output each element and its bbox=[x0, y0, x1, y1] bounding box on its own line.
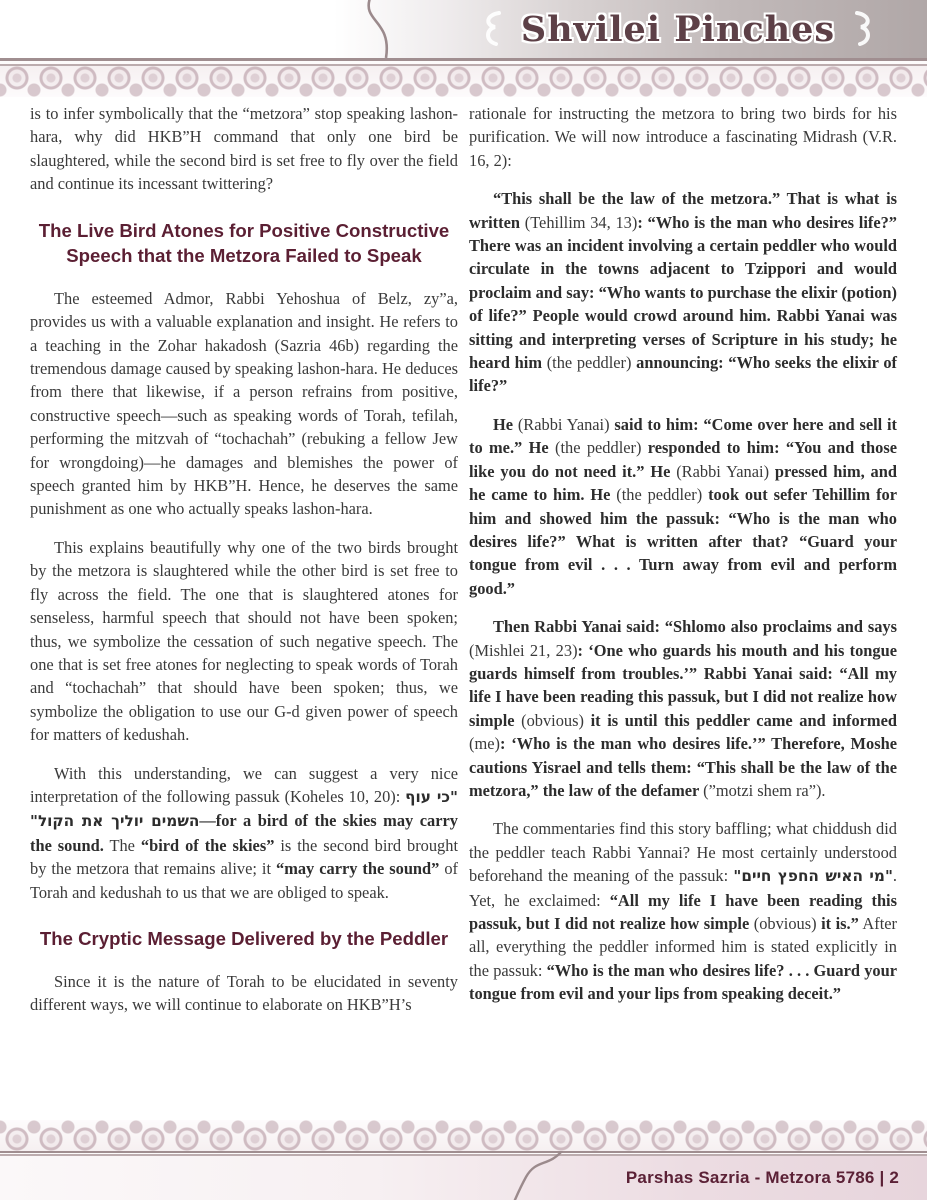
text-segment: —for a bird of the skies may carry the sound. bbox=[30, 811, 458, 855]
text-segment: The bbox=[103, 835, 141, 855]
text-segment: (the peddler) bbox=[546, 353, 632, 373]
text-segment: rationale for instructing the metzora to bring two birds for his purification. We will now introduce a fascinating Midrash (V.R. 16, 2): bbox=[469, 104, 897, 170]
text-segment: With this understanding, we can suggest a very nice interpretation of the following passuk (Koheles 10, 20): bbox=[30, 763, 458, 806]
paragraph bbox=[30, 287, 458, 521]
text-segment: took out sefer Tehillim for him and showed him the passuk: “Who is the man who desires life?” What is written after that? “Guard your tongue from evil . . . Turn away from evil and perform good.” bbox=[469, 485, 897, 598]
text-segment: (Rabbi Yanai) bbox=[517, 414, 610, 434]
lace-border-top bbox=[0, 66, 927, 97]
footer-curve-decoration bbox=[498, 1151, 570, 1200]
article-body bbox=[30, 102, 897, 1032]
text-segment: announcing: “Who seeks the elixir of life?” bbox=[469, 353, 897, 396]
section-heading: The Live Bird Atones for Positive Constructive Speech that the Metzora Failed to Speak bbox=[38, 219, 450, 266]
text-segment: “may carry the sound” bbox=[276, 859, 440, 879]
text-segment: said to him: “Come over here and sell it to me.” He bbox=[469, 414, 898, 458]
header-rule bbox=[0, 58, 927, 66]
text-segment: “This shall be the law of the metzora.” That is what is written bbox=[469, 189, 897, 232]
paragraph bbox=[30, 970, 458, 1017]
text-segment: (the peddler) bbox=[554, 438, 642, 458]
text-segment: pressed him, and he came to him. He bbox=[469, 461, 897, 505]
lace-border-bottom bbox=[0, 1120, 927, 1151]
text-segment: is to infer symbolically that the “metzora” stop speaking lashon-hara, why did HKB”H command that only one bird be slaughtered, while the second bird is set free to fly over the field and continue its incessant twittering? bbox=[30, 104, 458, 194]
masthead bbox=[443, 4, 913, 54]
right-column bbox=[469, 102, 897, 1032]
paragraph bbox=[469, 817, 897, 1005]
text-segment: (Mishlei 21, 23) bbox=[469, 640, 578, 660]
text-segment: “Who is the man who desires life? . . . Guard your tongue from evil and your lips from speaking deceit.” bbox=[469, 960, 897, 1004]
text-segment: This explains beautifully why one of the two birds brought by the metzora is slaughtered while the other bird is set free to fly across the field. The one that is slaughtered atones for senseless, harmful speech that should not have been spoken; thus, we symbolize the cessation of such negative speech. The one that is set free atones for neglecting to speak words of Torah and “tochachah” that should have been spoken; thus, we symbolize the obligation to use our G-d given power of speech for matters of kedushah. bbox=[30, 537, 458, 745]
left-column bbox=[30, 102, 458, 1032]
text-segment: “bird of the skies” bbox=[140, 835, 275, 855]
text-segment: (obvious) bbox=[753, 914, 817, 933]
paragraph bbox=[469, 615, 897, 802]
text-segment: of Torah and kedushah to us that we are obliged to speak. bbox=[30, 859, 459, 902]
text-segment: (”motzi shem ra”). bbox=[703, 780, 826, 800]
text-segment: it is.” bbox=[816, 914, 859, 933]
flourish-left-icon bbox=[481, 9, 507, 49]
paragraph bbox=[30, 102, 458, 196]
text-segment: The commentaries find this story baffling; what chiddush did the peddler teach Rabbi Yannai? He most certainly understood beforehand the meaning of the passuk: bbox=[469, 819, 897, 886]
text-segment: (the peddler) bbox=[616, 485, 703, 505]
text-segment: Since it is the nature of Torah to be elucidated in seventy different ways, we will continue to elaborate on HKB”H’s bbox=[30, 972, 458, 1015]
text-segment: (me) bbox=[469, 734, 500, 754]
text-segment: (Tehillim 34, 13) bbox=[524, 212, 638, 232]
footer-band bbox=[0, 1156, 927, 1200]
text-segment: : ‘Who is the man who desires life.’” Therefore, Moshe cautions Yisrael and tells them: “This shall be the law of the metzora,” the law of the defamer bbox=[469, 734, 897, 800]
hebrew-text: "מי האיש החפץ חיים" bbox=[733, 867, 893, 886]
text-segment: responded to him: “You and those like you do not need it.” He bbox=[469, 438, 897, 481]
text-segment: . Yet, he exclaimed: bbox=[469, 866, 897, 910]
paragraph bbox=[30, 762, 458, 904]
publication-title: Shvilei Pinches bbox=[520, 8, 836, 50]
text-segment: Then Rabbi Yanai said: “Shlomo also proclaims and says bbox=[493, 617, 897, 637]
text-segment: After all, everything the peddler informed him is stated explicitly in the passuk: bbox=[469, 914, 897, 980]
section-heading: The Cryptic Message Delivered by the Peddler bbox=[39, 927, 449, 949]
footer-text: Parshas Sazria - Metzora 5786 | 2 bbox=[625, 1168, 899, 1187]
text-segment: “All my life I have been reading this passuk, but I did not realize how simple bbox=[469, 890, 897, 933]
header-curve-decoration bbox=[348, 0, 418, 58]
paragraph bbox=[30, 536, 458, 747]
hebrew-text: "כי עוף השמים יוליך את הקול" bbox=[30, 787, 458, 831]
text-segment: : ‘One who guards his mouth and his tongue guards himself from troubles.’” Rabbi Yanai said: “All my life I have been reading this passuk, but I did not realize how simple bbox=[469, 640, 897, 730]
paragraph bbox=[469, 413, 897, 600]
text-segment: (Rabbi Yanai) bbox=[676, 461, 770, 481]
text-segment: He bbox=[493, 414, 518, 434]
text-segment: The esteemed Admor, Rabbi Yehoshua of Belz, zy”a, provides us with a valuable explanation and insight. He refers to a teaching in the Zohar hakadosh (Sazria 46b) regarding the tremendous damage caused by speaking lashon-hara. He deduces from there that likewise, if a person refrains from positive, constructive speech—such as speaking words of Torah, tefilah, performing the mitzvah of “tochachah” (rebuking a fellow Jew for wrongdoing)—he damages and blemishes the power of speech granted him by HKB”H. Hence, he deserves the same punishment as one who actually speaks lashon-hara. bbox=[30, 288, 458, 519]
text-segment: (obvious) bbox=[521, 710, 584, 730]
paragraph bbox=[469, 187, 897, 398]
text-segment: is the second bird brought by the metzora that remains alive; it bbox=[30, 835, 458, 879]
paragraph bbox=[469, 102, 897, 172]
flourish-right-icon bbox=[849, 9, 875, 49]
text-segment: : “Who is the man who desires life?” There was an incident involving a certain peddler who would circulate in the towns adjacent to Tzippori and would proclaim and say: “Who wants to purchase the elixir (potion) of life?” People would crowd around him. Rabbi Yanai was sitting and interpreting verses of Scripture in his study; he heard him bbox=[469, 212, 897, 373]
text-segment: it is until this peddler came and informed bbox=[583, 710, 897, 730]
